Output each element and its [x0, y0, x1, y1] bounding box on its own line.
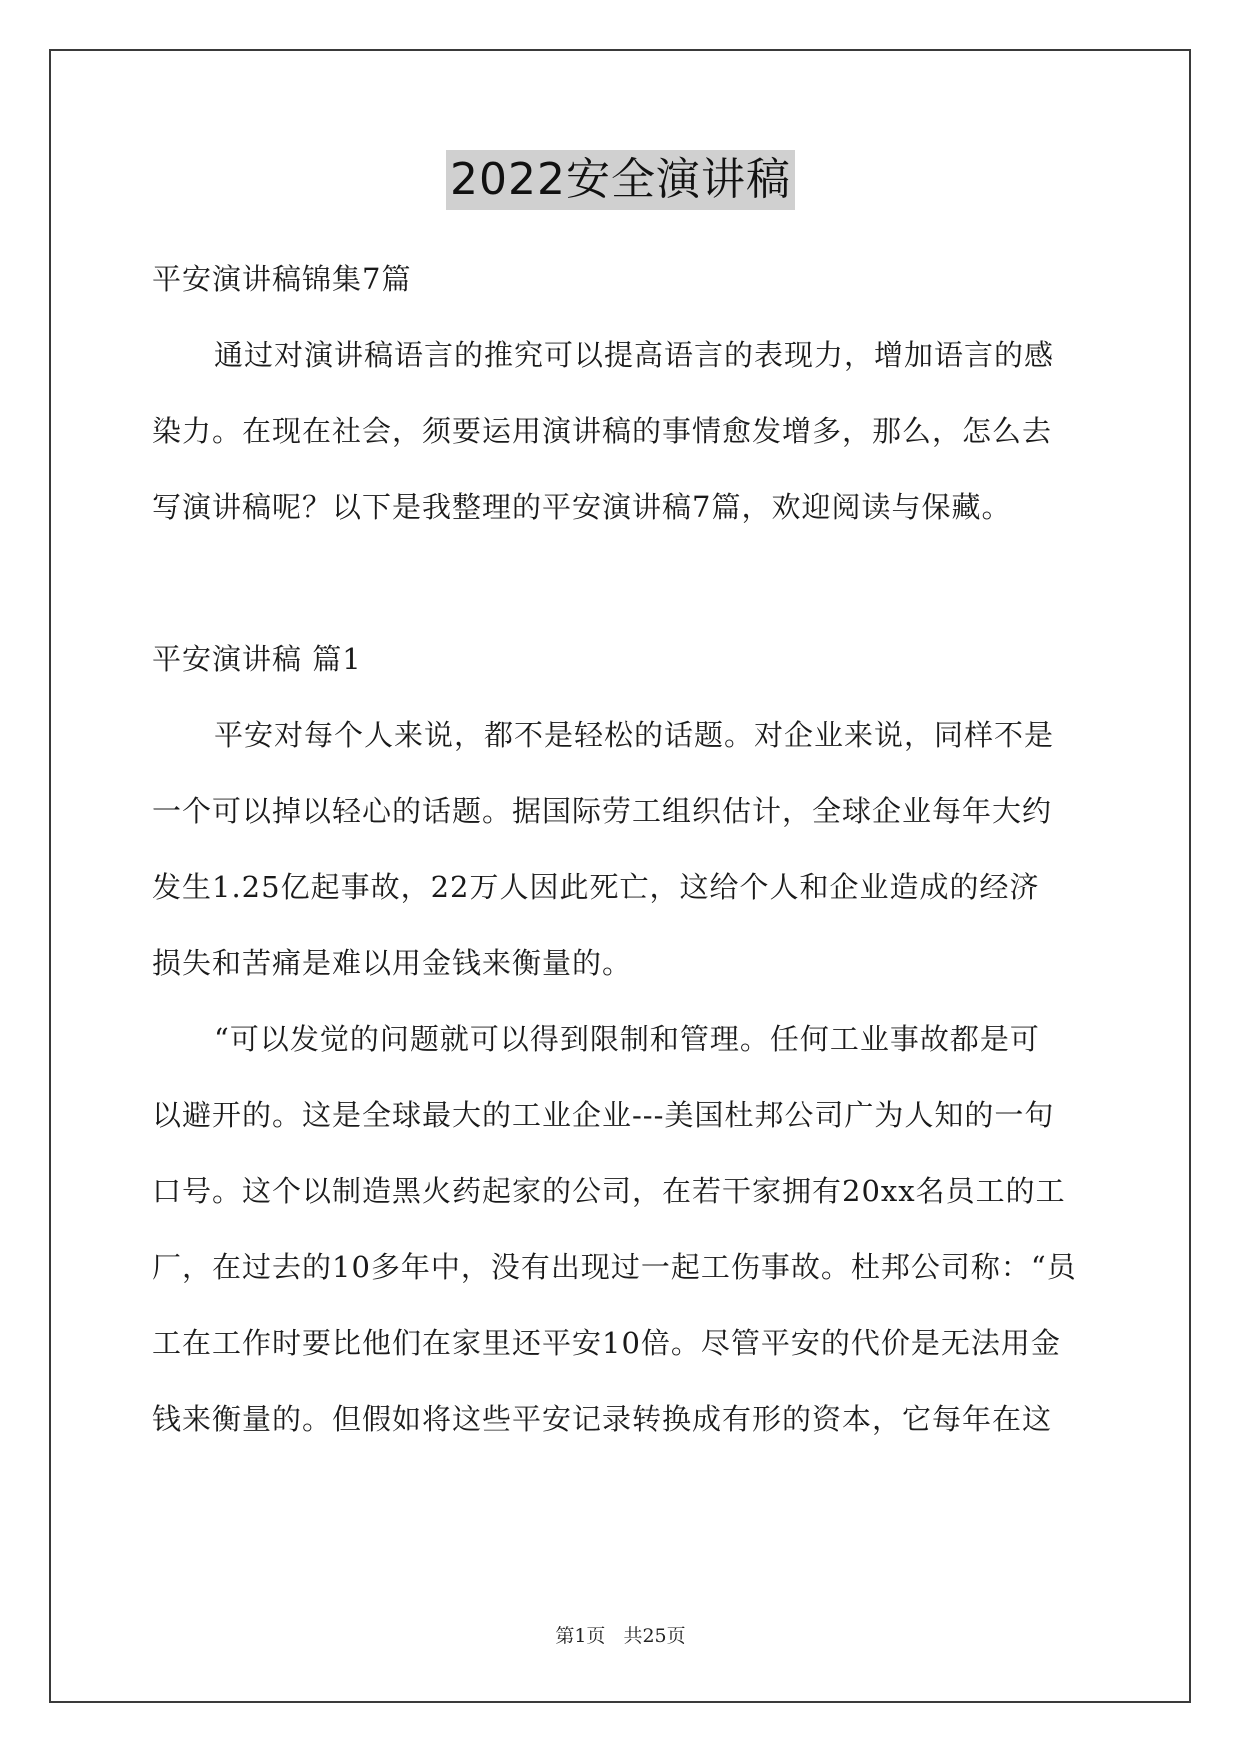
page-number: 第1页 [555, 1625, 606, 1647]
title-container [0, 150, 1241, 210]
intro-line: 染力。在现在社会，须要运用演讲稿的事情愈发增多，那么，怎么去 [152, 414, 1053, 448]
paragraph-line: 一个可以掉以轻心的话题。据国际劳工组织估计，全球企业每年大约 [152, 794, 1053, 828]
paragraph-line: 发生1.25亿起事故，22万人因此死亡，这给个人和企业造成的经济 [152, 870, 1040, 904]
paragraph-line: 以避开的。这是全球最大的工业企业---美国杜邦公司广为人知的一句 [152, 1098, 1055, 1132]
document-title: 2022安全演讲稿 [446, 150, 795, 210]
document-subtitle: 平安演讲稿锦集7篇 [152, 262, 412, 296]
page-footer [0, 1624, 1241, 1648]
paragraph-line: 工在工作时要比他们在家里还平安10倍。尽管平安的代价是无法用金 [152, 1326, 1061, 1360]
paragraph-line: 平安对每个人来说，都不是轻松的话题。对企业来说，同样不是 [214, 718, 1055, 752]
paragraph-line: 损失和苦痛是难以用金钱来衡量的。 [152, 946, 633, 980]
blank-line [152, 545, 1092, 621]
paragraph-line: 钱来衡量的。但假如将这些平安记录转换成有形的资本，它每年在这 [152, 1402, 1053, 1436]
intro-line: 通过对演讲稿语言的推究可以提高语言的表现力，增加语言的感 [214, 338, 1055, 372]
paragraph-line: 厂，在过去的10多年中，没有出现过一起工伤事故。杜邦公司称：“员 [152, 1250, 1077, 1284]
page-total: 共25页 [623, 1625, 686, 1647]
section-heading: 平安演讲稿 篇1 [152, 642, 362, 676]
paragraph-line: “可以发觉的问题就可以得到限制和管理。任何工业事故都是可 [214, 1022, 1040, 1056]
intro-line: 写演讲稿呢？以下是我整理的平安演讲稿7篇，欢迎阅读与保藏。 [152, 490, 1012, 524]
document-body [152, 241, 1092, 1457]
paragraph-line: 口号。这个以制造黑火药起家的公司，在若干家拥有20xx名员工的工 [152, 1174, 1066, 1208]
